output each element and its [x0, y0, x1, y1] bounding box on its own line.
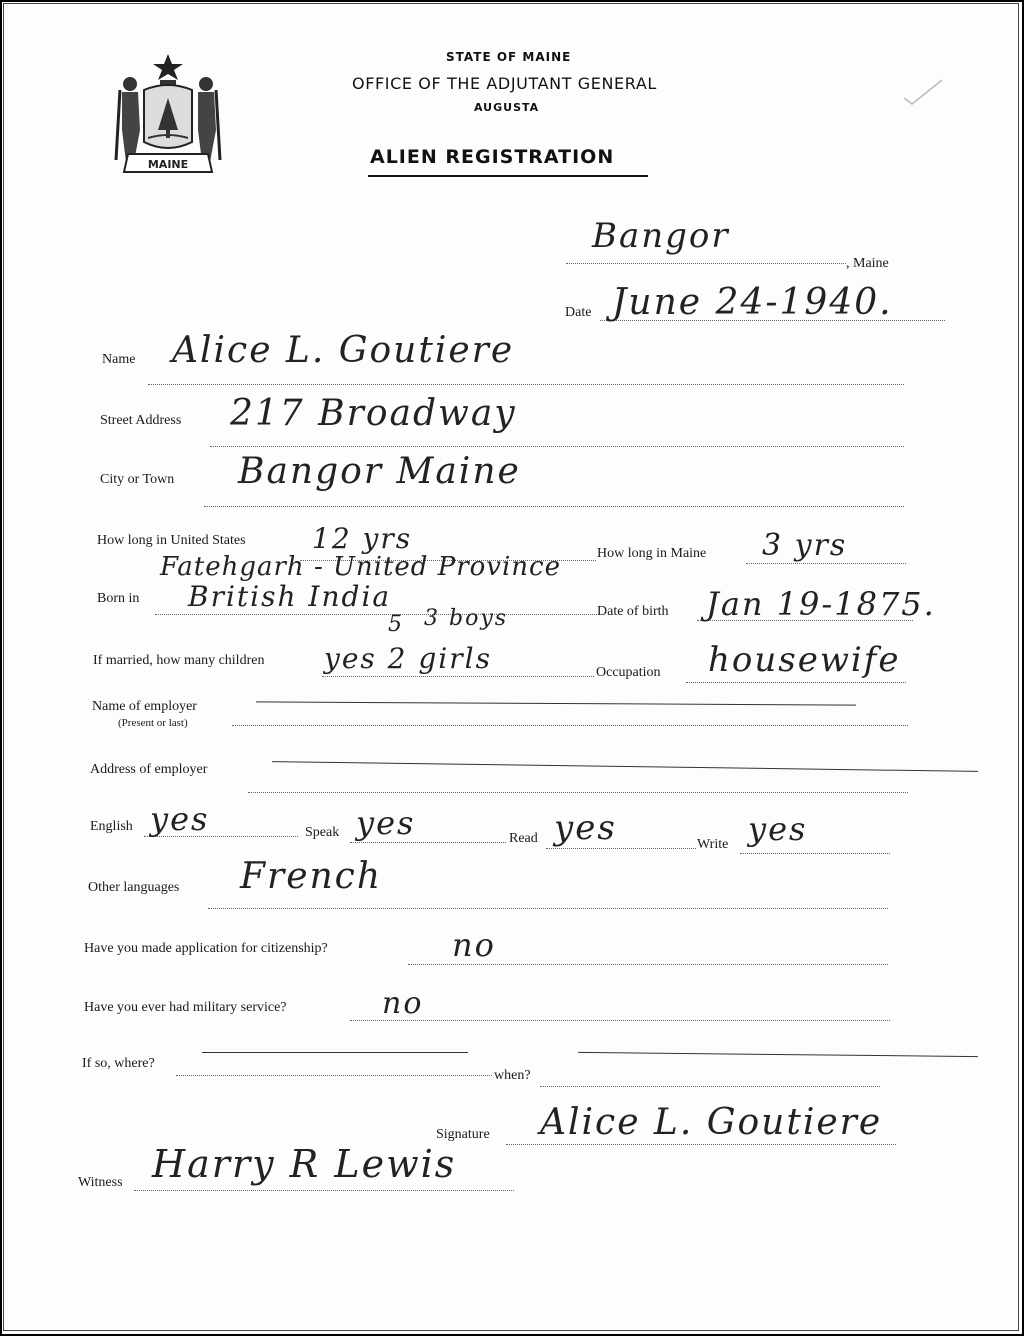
employer-name-sublabel: (Present or last): [118, 717, 188, 729]
children-mark: 5: [388, 612, 404, 637]
write-line: [740, 853, 890, 854]
date-of-birth-label: Date of birth: [597, 604, 669, 619]
street-value: 217 Broadway: [230, 393, 517, 434]
children-line: [322, 676, 594, 677]
citizenship-label: Have you made application for citizenship?: [84, 941, 328, 956]
read-value: yes: [554, 808, 617, 848]
other-languages-label: Other languages: [88, 880, 180, 895]
office-heading: OFFICE OF THE ADJUTANT GENERAL: [352, 74, 657, 93]
employer-address-label: Address of employer: [90, 762, 208, 777]
city-line: [204, 506, 904, 507]
title-underline: [368, 175, 648, 177]
military-label: Have you ever had military service?: [84, 1000, 287, 1015]
signature-label: Signature: [436, 1127, 490, 1142]
occupation-line: [686, 682, 906, 683]
when-label: when?: [494, 1068, 531, 1083]
town-value: Bangor: [592, 216, 730, 256]
date-label: Date: [565, 305, 592, 320]
write-label: Write: [697, 837, 729, 852]
employer-name-line: [232, 725, 908, 726]
born-in-line: [155, 614, 597, 615]
how-long-us-label: How long in United States: [97, 533, 246, 548]
name-line: [148, 384, 904, 385]
when-line: [540, 1086, 880, 1087]
employer-address-line: [248, 792, 908, 793]
how-long-us-value: 12 yrs: [312, 522, 413, 555]
state-seal-icon: [110, 50, 226, 178]
occupation-value: housewife: [708, 640, 901, 680]
witness-label: Witness: [78, 1175, 123, 1190]
other-languages-line: [208, 908, 888, 909]
military-value: no: [382, 986, 424, 1021]
born-in-value-line1: Fatehgarh - United Province: [160, 552, 561, 582]
check-mark-icon: [900, 78, 944, 106]
how-long-maine-label: How long in Maine: [597, 546, 707, 561]
name-label: Name: [102, 352, 136, 367]
children-value-line1: 3 boys: [424, 606, 509, 631]
read-label: Read: [509, 831, 538, 846]
witness-line: [134, 1190, 514, 1191]
state-heading: STATE OF MAINE: [446, 50, 572, 64]
where-dash: [202, 1052, 468, 1053]
occupation-label: Occupation: [596, 665, 661, 680]
street-label: Street Address: [100, 413, 182, 428]
english-label: English: [90, 819, 133, 834]
city-value: Bangor Maine: [238, 451, 521, 492]
how-long-maine-value: 3 yrs: [762, 528, 848, 563]
signature-line: [506, 1144, 896, 1145]
witness-value: Harry R Lewis: [152, 1142, 457, 1186]
english-value: yes: [150, 800, 210, 838]
born-in-label: Born in: [97, 591, 140, 606]
married-children-label: If married, how many children: [93, 653, 265, 668]
date-of-birth-value: Jan 19-1875.: [706, 585, 936, 623]
read-line: [546, 848, 696, 849]
form-title: ALIEN REGISTRATION: [370, 146, 615, 168]
date-value: June 24-1940.: [612, 282, 893, 323]
town-line: [566, 263, 846, 264]
svg-text:MAINE: MAINE: [147, 158, 189, 171]
where-line: [176, 1075, 492, 1076]
children-value-line2: yes 2 girls: [324, 642, 492, 675]
citizenship-value: no: [452, 926, 496, 964]
born-in-value-line2: British India: [188, 580, 392, 613]
name-value: Alice L. Goutiere: [172, 330, 515, 371]
maine-label: , Maine: [846, 256, 889, 271]
street-line: [210, 446, 904, 447]
military-line: [350, 1020, 890, 1021]
speak-value: yes: [356, 804, 416, 842]
city-heading: AUGUSTA: [474, 101, 540, 114]
employer-name-label: Name of employer: [92, 699, 197, 714]
write-value: yes: [748, 810, 808, 848]
how-long-maine-line: [746, 563, 906, 564]
speak-label: Speak: [305, 825, 340, 840]
if-so-where-label: If so, where?: [82, 1056, 155, 1071]
speak-line: [350, 842, 506, 843]
other-languages-value: French: [240, 856, 383, 897]
citizenship-line: [408, 964, 888, 965]
signature-value: Alice L. Goutiere: [540, 1102, 883, 1143]
city-label: City or Town: [100, 472, 175, 487]
